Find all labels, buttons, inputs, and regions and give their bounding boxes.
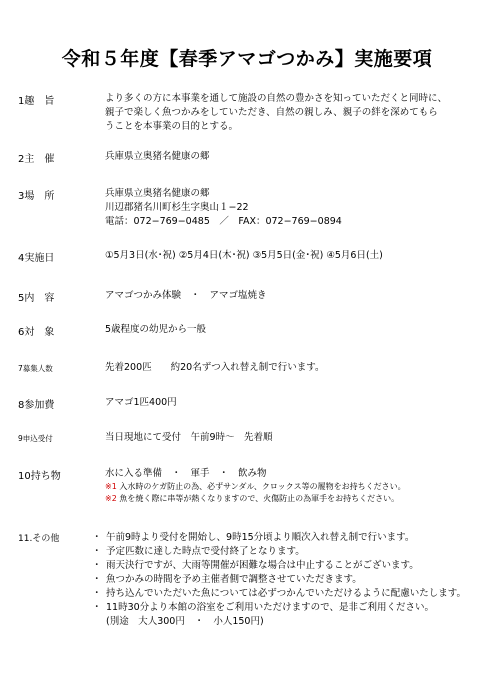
- text-line: 5歳程度の幼児から一般: [105, 324, 207, 335]
- text-line: 兵庫県立奥猪名健康の郷: [105, 188, 210, 199]
- text-line: より多くの方に本事業を通して施設の自然の豊かさを知っていただくと同時に、: [105, 93, 448, 104]
- bullet: ・: [92, 532, 102, 543]
- section-content: [105, 467, 480, 505]
- text-line: アマゴ1匹400円: [105, 397, 177, 408]
- section-label: 7募集人数: [18, 364, 53, 373]
- section-label: 1趣 旨: [18, 96, 55, 107]
- section-label: 11.その他: [18, 534, 60, 544]
- text-line: 先着200匹 約20名ずつ入れ替え制で行います。: [105, 362, 325, 373]
- list-item: [92, 587, 487, 601]
- text-line: うことを本事業の目的とする。: [105, 121, 239, 132]
- bullet: ・: [92, 560, 102, 571]
- text-line: ①5月3日(水･祝) ②5月4日(木･祝) ③5月5日(金･祝) ④5月6日(土): [105, 250, 383, 261]
- section-content: [105, 150, 480, 164]
- list-item-text: 魚つかみの時間を予め主催者側で調整させていただきます。: [106, 574, 362, 585]
- section-label: 4実施日: [18, 253, 55, 264]
- section-content: [105, 249, 480, 263]
- section-content: [105, 187, 480, 229]
- section-content: [105, 323, 480, 337]
- section-content: [105, 361, 480, 375]
- note-mark: ※2: [105, 494, 117, 503]
- text-line: アマゴつかみ体験 ・ アマゴ塩焼き: [105, 290, 267, 301]
- text-line: 電話：072−769−0485 ／ FAX：072−769−0894: [105, 216, 342, 227]
- text-line: 当日現地にて受付 午前9時〜 先着順: [105, 432, 273, 443]
- section-label: 3場 所: [18, 191, 55, 202]
- bullet: ・: [92, 588, 102, 599]
- section-label: 5内 容: [18, 293, 55, 304]
- note-line: [105, 481, 480, 493]
- section-label: 9申込受付: [18, 434, 53, 443]
- section-label: 6対 象: [18, 327, 55, 338]
- text-line: 兵庫県立奥猪名健康の郷: [105, 151, 210, 162]
- note-line: [105, 493, 480, 505]
- note-mark: ※1: [105, 482, 117, 491]
- list-item: [92, 601, 487, 615]
- section-label: 8参加費: [18, 400, 55, 411]
- page-title: 令和５年度【春季アマゴつかみ】実施要項: [61, 48, 433, 70]
- section-content: [105, 289, 480, 303]
- section-content: [92, 531, 487, 629]
- text-line: 川辺郡猪名川町杉生字奥山１−22: [105, 202, 249, 213]
- bullet: ・: [92, 602, 102, 613]
- text-line: 親子で楽しく魚つかみをしていただき、自然の親しみ、親子の絆を深めてもら: [105, 107, 438, 118]
- price-note: (別途 大人300円 ・ 小人150円): [106, 616, 264, 627]
- list-item-text: 午前9時より受付を開始し、9時15分頃より順次入れ替え制で行います。: [106, 532, 415, 543]
- list-item: [92, 559, 487, 573]
- section-label: 10持ち物: [18, 471, 61, 482]
- list-item-continuation: [92, 615, 487, 629]
- list-item-text: 11時30分より本館の浴室をご利用いただけますので、是非ご利用ください。: [106, 602, 434, 613]
- text-line: 水に入る準備 ・ 軍手 ・ 飲み物: [105, 468, 267, 479]
- section-content: [105, 431, 480, 445]
- section-content: [105, 92, 480, 134]
- note-text: 入水時のケガ防止の為、必ずサンダル、クロックス等の履物をお持ちください。: [119, 482, 406, 491]
- list-item-text: 持ち込んでいただいた魚については必ずつかんでいただけるように配慮いたします。: [106, 588, 467, 599]
- list-item: [92, 545, 487, 559]
- section-content: [105, 396, 480, 410]
- section-label: 2主 催: [18, 154, 55, 165]
- list-item-text: 予定匹数に達した時点で受付終了となります。: [106, 546, 305, 557]
- bullet: ・: [92, 546, 102, 557]
- list-item-text: 雨天決行ですが、大雨等開催が困難な場合は中止することがございます。: [106, 560, 419, 571]
- note-text: 魚を焼く際に串等が熱くなりますので、火傷防止の為軍手をお持ちください。: [119, 494, 400, 503]
- list-item: [92, 573, 487, 587]
- list-item: [92, 531, 487, 545]
- bullet: ・: [92, 574, 102, 585]
